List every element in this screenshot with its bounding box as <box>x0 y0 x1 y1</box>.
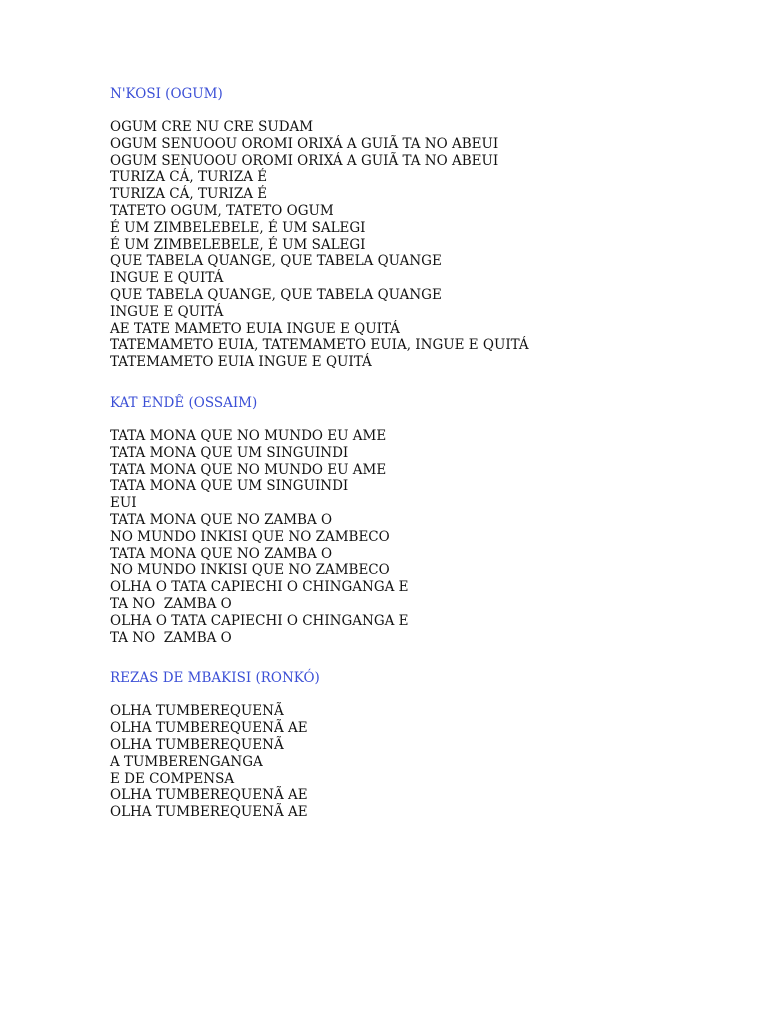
lyric-line: OLHA TUMBEREQUENÃ <box>110 703 284 720</box>
lyric-line: É UM ZIMBELEBELE, É UM SALEGI <box>110 236 366 253</box>
lyric-line: INGUE E QUITÁ <box>110 303 224 320</box>
lyric-line: TATEMAMETO EUIA, TATEMAMETO EUIA, INGUE E QUITÁ <box>110 337 529 354</box>
lyric-line: TA NO ZAMBA O <box>110 629 232 646</box>
lyric-line: OLHA O TATA CAPIECHI O CHINGANGA E <box>110 579 409 596</box>
lyric-line: QUE TABELA QUANGE, QUE TABELA QUANGE <box>110 253 442 270</box>
song-section <box>110 670 730 821</box>
lyric-line: AE TATE MAMETO EUIA INGUE E QUITÁ <box>110 320 400 337</box>
lyric-line: EUI <box>110 495 137 512</box>
lyric-line: INGUE E QUITÁ <box>110 270 224 287</box>
lyric-lines <box>110 703 730 821</box>
lyric-line: OGUM SENUOOU OROMI ORIXÁ A GUIÃ TA NO ABEUI <box>110 152 499 169</box>
lyric-lines <box>110 428 730 646</box>
lyric-line: OLHA TUMBEREQUENÃ AE <box>110 720 308 737</box>
section-heading: KAT ENDÊ (OSSAIM) <box>110 394 258 411</box>
lyric-line: TA NO ZAMBA O <box>110 595 232 612</box>
lyric-line: TATEMAMETO EUIA INGUE E QUITÁ <box>110 354 372 371</box>
lyric-line: OLHA TUMBEREQUENÃ <box>110 736 284 753</box>
lyric-line: TATETO OGUM, TATETO OGUM <box>110 202 334 219</box>
lyric-line: É UM ZIMBELEBELE, É UM SALEGI <box>110 219 366 236</box>
lyric-line: QUE TABELA QUANGE, QUE TABELA QUANGE <box>110 286 442 303</box>
lyric-line: OGUM CRE NU CRE SUDAM <box>110 119 314 135</box>
song-section <box>110 86 730 371</box>
lyric-line: E DE COMPENSA <box>110 770 235 787</box>
document-page <box>110 86 730 821</box>
song-section <box>110 395 730 646</box>
lyric-line: TATA MONA QUE UM SINGUINDI <box>110 478 349 495</box>
section-heading: N'KOSI (OGUM) <box>110 86 223 102</box>
lyric-line: OGUM SENUOOU OROMI ORIXÁ A GUIÃ TA NO ABEUI <box>110 135 499 152</box>
lyric-line: OLHA O TATA CAPIECHI O CHINGANGA E <box>110 612 409 629</box>
lyric-line: NO MUNDO INKISI QUE NO ZAMBECO <box>110 562 390 579</box>
document-body <box>110 86 730 821</box>
section-heading: REZAS DE MBAKISI (RONKÓ) <box>110 670 320 687</box>
lyric-line: TATA MONA QUE NO MUNDO EU AME <box>110 427 387 444</box>
lyric-line: OLHA TUMBEREQUENÃ AE <box>110 787 308 804</box>
lyric-line: TURIZA CÁ, TURIZA É <box>110 186 268 203</box>
lyric-line: OLHA TUMBEREQUENÃ AE <box>110 804 308 821</box>
lyric-lines <box>110 119 730 371</box>
lyric-line: TURIZA CÁ, TURIZA É <box>110 169 268 186</box>
lyric-line: TATA MONA QUE NO ZAMBA O <box>110 511 333 528</box>
lyric-line: TATA MONA QUE UM SINGUINDI <box>110 444 349 461</box>
lyric-line: NO MUNDO INKISI QUE NO ZAMBECO <box>110 528 390 545</box>
lyric-line: TATA MONA QUE NO ZAMBA O <box>110 545 333 562</box>
lyric-line: TATA MONA QUE NO MUNDO EU AME <box>110 461 387 478</box>
lyric-line: A TUMBERENGANGA <box>110 753 263 770</box>
